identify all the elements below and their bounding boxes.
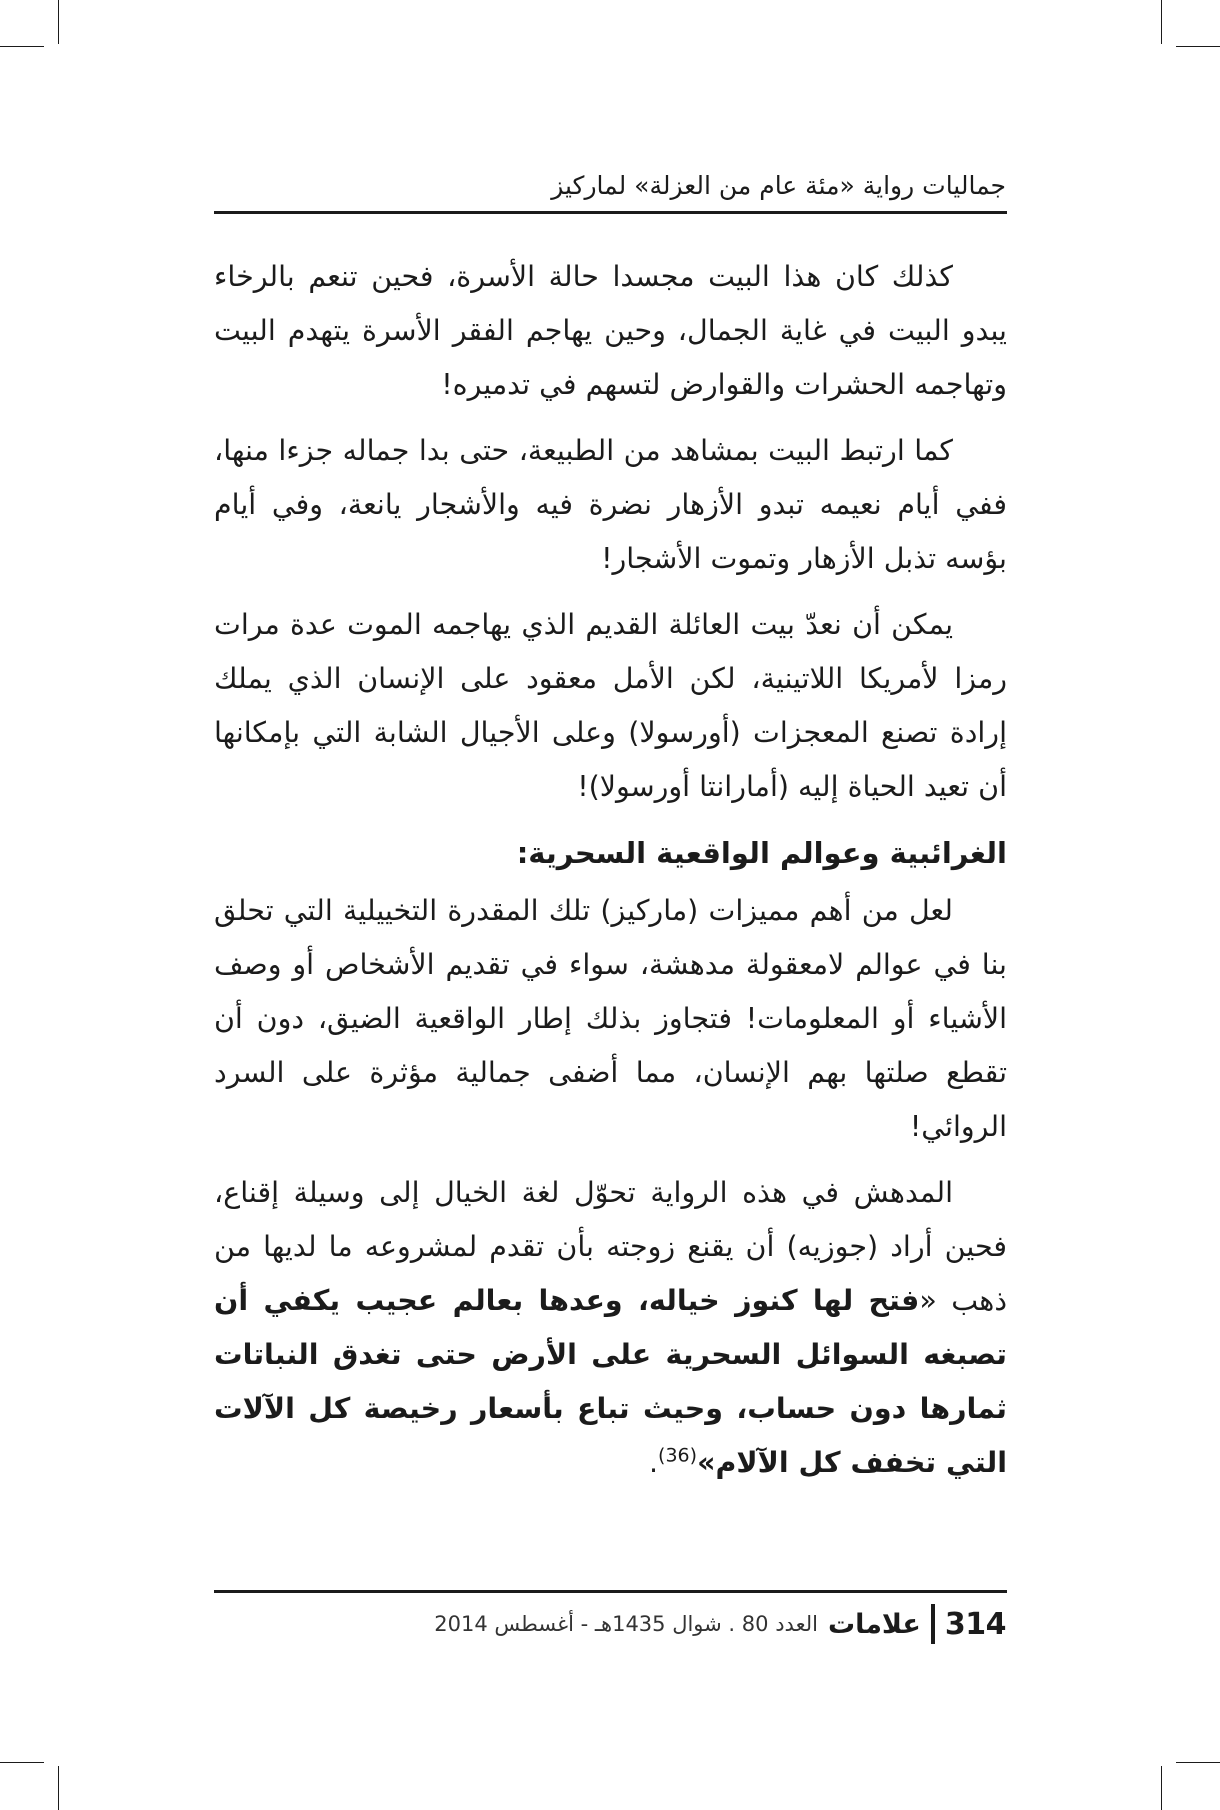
paragraph: لعل من أهم مميزات (ماركيز) تلك المقدرة التخييلية التي تحلق بنا في عوالم لامعقولة مدهشة، سواء في تقديم الأشخاص أو وصف الأشياء أو المعلومات! فتجاوز بذلك إطار الواقعية الضيق، دون أن تقطع صلتها بهم الإنسان، مما أضفى جمالية مؤثرة على السرد الروائي! bbox=[214, 894, 1007, 1143]
paragraph-text: المدهش في هذه الرواية تحوّل لغة الخيال إلى وسيلة إقناع، فحين أراد (جوزيه) أن يقنع زوجته بأن تقدم لمشروعه ما لديها من ذهب « bbox=[214, 1176, 1008, 1317]
crop-mark bbox=[0, 46, 44, 47]
journal-logo: علامات bbox=[827, 1608, 921, 1640]
crop-mark bbox=[1176, 46, 1220, 47]
footer bbox=[213, 1600, 1006, 1648]
paragraph-with-quote bbox=[214, 1166, 1007, 1490]
footer-rule bbox=[214, 1590, 1007, 1593]
paragraph: كذلك كان هذا البيت مجسدا حالة الأسرة، فحين تنعم بالرخاء يبدو البيت في غاية الجمال، وحين يهاجم الفقر الأسرة يتهدم البيت وتهاجمه الحشرات والقوارض لتسهم في تدميره! bbox=[214, 260, 1007, 401]
quote-close: » bbox=[697, 1446, 716, 1479]
crop-mark bbox=[1161, 0, 1162, 44]
crop-mark bbox=[58, 1766, 59, 1810]
crop-mark bbox=[1161, 1766, 1162, 1810]
crop-mark bbox=[58, 0, 59, 44]
crop-mark bbox=[1176, 1762, 1220, 1763]
footnote-reference: (36) bbox=[658, 1444, 698, 1467]
crop-mark bbox=[0, 1762, 44, 1763]
running-title: جماليات رواية «مئة عام من العزلة» لماركيز bbox=[551, 171, 1006, 200]
issue-info: العدد 80 . شوال 1435هـ - أغسطس 2014 bbox=[434, 1612, 818, 1636]
paragraph: يمكن أن نعدّ بيت العائلة القديم الذي يهاجمه الموت عدة مرات رمزا لأمريكا اللاتينية، لكن الأمل معقود على الإنسان الذي يملك إرادة تصنع المعجزات (أورسولا) وعلى الأجيال الشابة التي بإمكانها أن تعيد الحياة إليه (أمارانتا أورسولا)! bbox=[214, 608, 1007, 803]
section-heading: الغرائبية وعوالم الواقعية السحرية: bbox=[516, 836, 1007, 870]
sentence-end: . bbox=[648, 1446, 659, 1479]
quotation: فتح لها كنوز خياله، وعدها بعالم عجيب يكفي أن تصبغه السوائل السحرية على الأرض حتى تغدق النباتات ثمارها دون حساب، وحيث تباع بأسعار رخيصة كل الآلات التي تخفف كل الآلام bbox=[214, 1284, 1007, 1479]
folio-divider bbox=[931, 1604, 935, 1644]
page-number: 314 bbox=[944, 1606, 1006, 1642]
header-rule bbox=[214, 211, 1007, 214]
page-body bbox=[214, 250, 1007, 1502]
paragraph: كما ارتبط البيت بمشاهد من الطبيعة، حتى بدا جماله جزءا منها، ففي أيام نعيمه تبدو الأزهار نضرة فيه والأشجار يانعة، وفي أيام بؤسه تذبل الأزهار وتموت الأشجار! bbox=[214, 434, 1007, 575]
